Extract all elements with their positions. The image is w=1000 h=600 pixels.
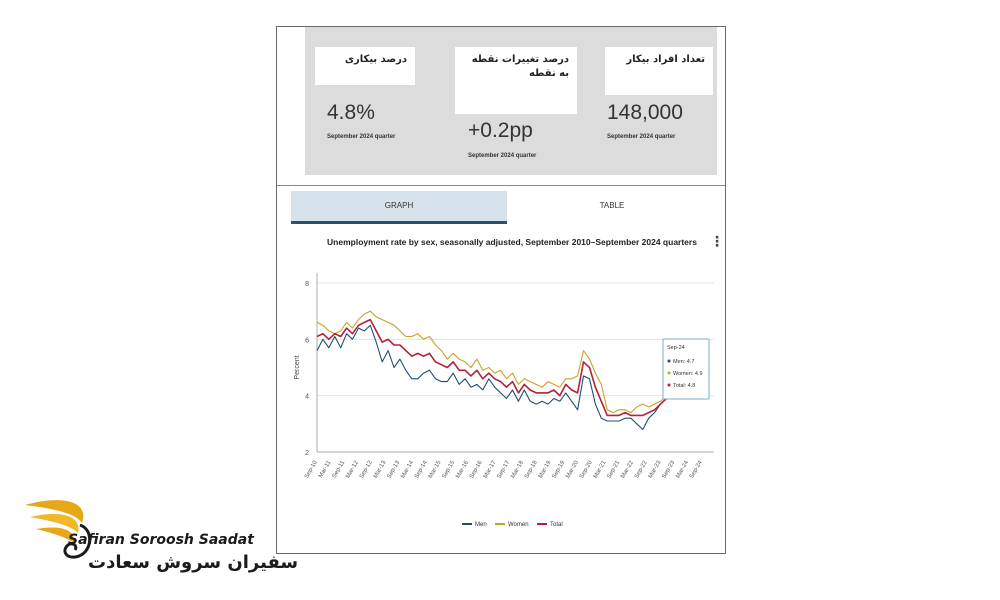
- stat-value: 4.8%: [327, 101, 375, 124]
- x-tick-label: Sep-14: [413, 460, 429, 480]
- x-tick-label: Sep-23: [661, 460, 677, 480]
- stat-label: درصد تغییرات نقطه به نقطه: [471, 54, 569, 79]
- x-axis: [304, 452, 714, 480]
- tooltip-line: Men: 4.7: [673, 359, 695, 365]
- x-tick-label: Mar-15: [427, 460, 443, 480]
- x-tick-label: Mar-12: [345, 460, 360, 480]
- y-tick-label: 2: [305, 450, 309, 457]
- x-tick-label: Mar-20: [565, 460, 580, 480]
- x-tick-label: Sep-10: [303, 460, 319, 480]
- y-tick-label: 8: [305, 281, 309, 288]
- x-tick-label: Mar-19: [537, 460, 553, 480]
- series-line-total: [317, 320, 702, 416]
- y-axis-label: Percent: [294, 355, 301, 380]
- x-tick-label: Sep-21: [606, 460, 622, 480]
- x-tick-label: Mar-16: [455, 460, 470, 480]
- tooltip-title: Sep-24: [667, 345, 685, 351]
- x-tick-label: Mar-11: [318, 460, 333, 480]
- stat-label: درصد بیکاری: [344, 54, 407, 65]
- x-tick-label: Sep-12: [358, 460, 374, 480]
- brand-name-en: Safiran Soroosh Saadat: [68, 532, 254, 548]
- chart-title: Unemployment rate by sex, seasonally adjusted, September 2010–September 2024 quarters: [327, 237, 697, 247]
- y-tick-label: 4: [305, 393, 309, 401]
- x-tick-label: Mar-14: [400, 460, 415, 480]
- legend-label-men: Men: [475, 522, 487, 528]
- more-vertical-icon[interactable]: ⋮: [710, 234, 724, 250]
- tooltip-swatch: [668, 384, 671, 387]
- dashboard-panel: [276, 26, 726, 554]
- x-tick-label: Mar-13: [372, 460, 388, 480]
- x-tick-label: Sep-18: [523, 460, 539, 480]
- x-tick-label: Mar-23: [647, 460, 663, 480]
- brand-name-fa: سفیران سروش سعادت: [88, 552, 299, 573]
- stat-value: +0.2pp: [468, 119, 533, 142]
- tab-table[interactable]: TABLE: [507, 191, 717, 224]
- line-chart: [277, 27, 725, 553]
- x-tick-label: Sep-11: [331, 460, 347, 480]
- legend-label-total: Total: [550, 522, 563, 528]
- stat-period: September 2024 quarter: [468, 153, 537, 159]
- stat-value: 148,000: [607, 101, 683, 124]
- chart-grid: [317, 283, 714, 452]
- x-tick-label: Mar-21: [592, 460, 608, 480]
- x-tick-label: Sep-15: [441, 460, 457, 480]
- x-tick-label: Mar-22: [620, 460, 635, 480]
- x-tick-label: Sep-22: [633, 460, 649, 480]
- chart-tooltip: [663, 339, 709, 399]
- stat-label: تعداد افراد بیکار: [626, 54, 705, 65]
- y-axis: [294, 273, 317, 457]
- stat-period: September 2024 quarter: [607, 134, 676, 140]
- x-tick-label: Mar-18: [510, 460, 525, 480]
- x-tick-label: Sep-20: [578, 460, 594, 480]
- tooltip-line: Total: 4.8: [673, 383, 696, 389]
- chart-series: [317, 311, 709, 429]
- tab-graph[interactable]: GRAPH: [291, 191, 507, 224]
- x-tick-label: Sep-17: [496, 460, 512, 480]
- tooltip-swatch: [668, 360, 671, 363]
- x-tick-label: Mar-24: [675, 460, 690, 480]
- tooltip-line: Women: 4.9: [673, 371, 703, 377]
- chart-legend: [462, 522, 563, 528]
- x-tick-label: Sep-24: [688, 460, 704, 480]
- x-tick-label: Mar-17: [482, 460, 498, 480]
- stat-period: September 2024 quarter: [327, 134, 396, 140]
- x-tick-label: Sep-13: [386, 460, 402, 480]
- y-tick-label: 6: [305, 337, 309, 345]
- x-tick-label: Sep-19: [551, 460, 567, 480]
- legend-label-women: Women: [508, 522, 529, 528]
- tooltip-swatch: [668, 372, 671, 375]
- x-tick-label: Sep-16: [468, 460, 484, 480]
